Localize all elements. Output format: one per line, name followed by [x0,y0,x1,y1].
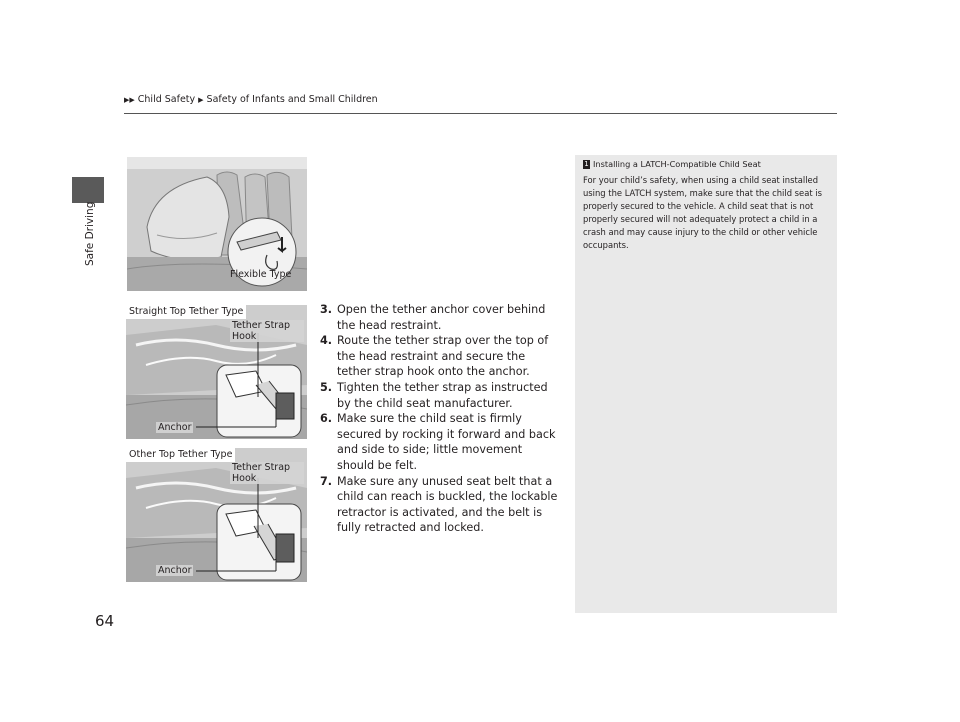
section-tab-label: Safe Driving [84,201,96,266]
section-tab [80,201,100,312]
tether-hook-callout: Tether Strap Hook [230,320,304,342]
tether-hook-callout: Tether Strap Hook [230,462,304,484]
breadcrumb [124,94,378,105]
figure-flexible-label: Flexible Type [230,269,292,280]
step-text: Open the tether anchor cover behind the head restraint. [337,303,546,332]
note-title-text: Installing a LATCH-Compatible Child Seat [593,159,761,169]
step-item [320,333,560,380]
step-text: Route the tether strap over the top of the head restraint and secure the tether strap hook onto the anchor. [337,334,549,379]
anchor-callout: Anchor [158,422,192,433]
side-note-panel [575,155,837,613]
step-text: Make sure any unused seat belt that a child can reach is buckled, the lockable retractor is activated, and the belt is fully retracted and locked. [337,474,558,535]
note-badge-icon: 1 [584,159,589,168]
page-number: 64 [95,612,115,630]
figure-straight-label: Straight Top Tether Type [126,305,246,319]
note-body: For your child’s safety, when using a child seat installed using the LATCH system, make sure that the child seat is properly secured to the vehicle. A child seat that is not properly secured will not adequately protect a child in a crash and may cause injury to the child or other vehicle occupants. [583,175,822,251]
breadcrumb-arrow-icon: ▶ [198,95,204,104]
step-number: 7. [320,474,333,488]
figure-flexible-tether [127,157,307,291]
note-title [583,159,761,169]
breadcrumb-level1[interactable]: Child Safety [137,94,196,105]
breadcrumb-level2[interactable]: Safety of Infants and Small Children [206,94,378,105]
step-number: 5. [320,380,333,394]
step-item [320,302,560,333]
instruction-steps [320,302,560,536]
section-tab-marker [72,177,104,203]
step-item [320,411,560,473]
breadcrumb-arrow-icon: ▶▶ [124,95,135,104]
step-text: Tighten the tether strap as instructed by the child seat manufacturer. [337,380,548,410]
step-text: Make sure the child seat is firmly secured by rocking it forward and back and side to side; little movement should be felt. [337,412,556,472]
step-item [320,380,560,411]
step-item [320,474,560,536]
step-number: 4. [320,334,333,348]
anchor-callout: Anchor [158,565,192,576]
figure-other-label: Other Top Tether Type [126,448,235,462]
step-number: 3. [320,303,333,316]
step-number: 6. [320,412,333,426]
figure-other-tether [126,448,307,582]
figure-straight-tether [126,305,307,439]
header-divider [124,113,837,114]
